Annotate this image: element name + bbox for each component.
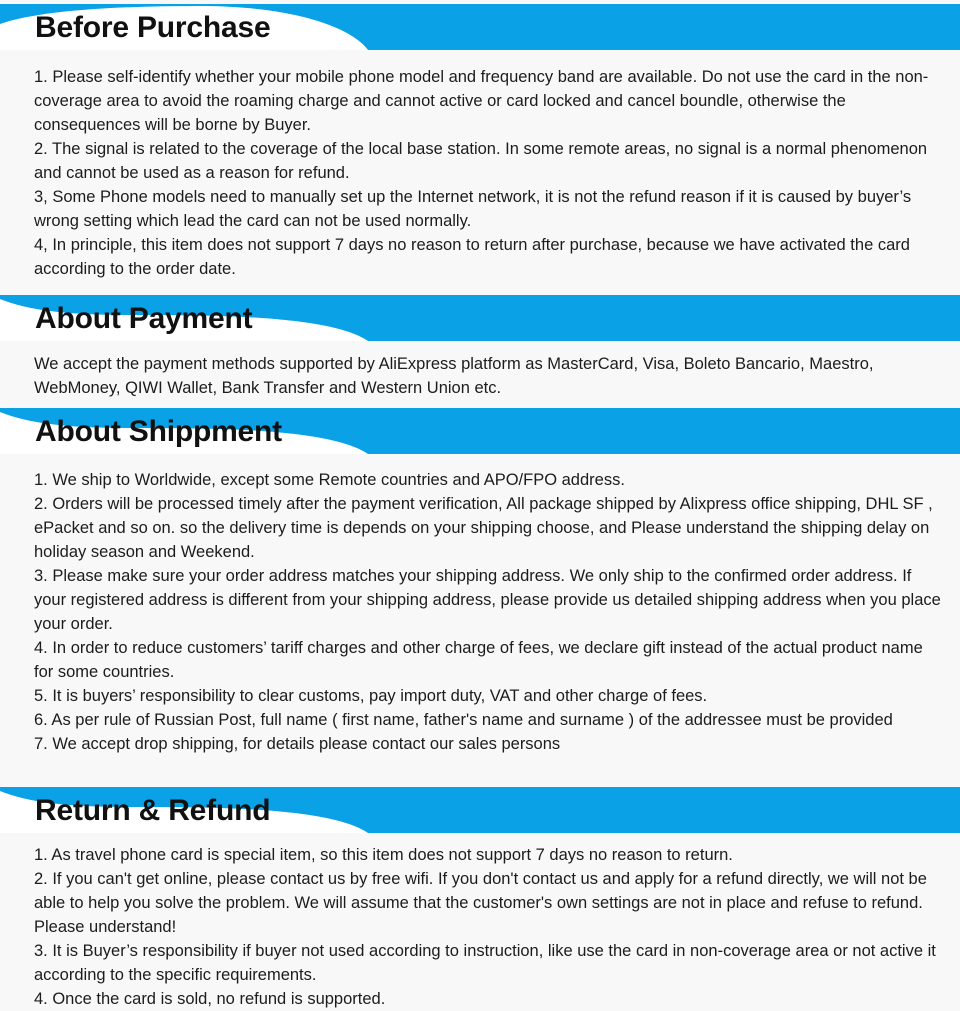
paragraph: 4. Once the card is sold, no refund is supported. [34, 990, 386, 1008]
paragraph: We accept the payment methods supported by AliExpress platform as MasterCard, Visa, Boleto Bancario, Maestro, WebMoney, QIWI Wallet, Bank Transfer and Western Union etc. [34, 355, 874, 397]
paragraph: 2. The signal is related to the coverage of the local base station. In some remote areas, no signal is a normal phenomenon and cannot be used as a reason for refund. [34, 140, 928, 182]
section-body-about-shippment [34, 468, 944, 756]
paragraph: 1. As travel phone card is special item, so this item does not support 7 days no reason to return. [34, 846, 733, 864]
paragraph: 7. We accept drop shipping, for details please contact our sales persons [34, 735, 561, 753]
section-header-about-payment [0, 295, 960, 341]
section-header-before-purchase [0, 4, 960, 50]
section-title: Before Purchase [35, 11, 271, 44]
section-header-return-refund [0, 787, 960, 833]
section-body-about-payment [34, 352, 944, 400]
paragraph: 2. Orders will be processed timely after the payment verification, All package shipped by Alixpress office shipping, DHL SF , ePacket and so on. so the delivery time is depends on your shipping choose, and Please understand the shipping delay on holiday season and Weekend. [34, 495, 933, 561]
section-title: About Shippment [35, 415, 282, 448]
section-title: About Payment [35, 302, 253, 335]
paragraph: 2. If you can't get online, please contact us by free wifi. If you don't contact us and apply for a refund directly, we will not be able to help you solve the problem. We will assume that the customer's own settings are not in place and refuse to refund. Please understand! [34, 870, 927, 936]
paragraph: 3. Please make sure your order address matches your shipping address. We only ship to the confirmed order address. If your registered address is different from your shipping address, please provide us detailed shipping address when you place your order. [34, 567, 941, 633]
paragraph: 6. As per rule of Russian Post, full name ( first name, father's name and surname ) of the addressee must be provided [34, 711, 893, 729]
paragraph: 1. Please self-identify whether your mobile phone model and frequency band are available. Do not use the card in the non-coverage area to avoid the roaming charge and cannot active or card locked and cancel boundle, otherwise the consequences will be borne by Buyer. [34, 68, 929, 134]
section-header-about-shippment [0, 408, 960, 454]
section-body-before-purchase [34, 65, 944, 281]
paragraph: 5. It is buyers’ responsibility to clear customs, pay import duty, VAT and other charge of fees. [34, 687, 708, 705]
section-title: Return & Refund [35, 794, 271, 827]
paragraph: 1. We ship to Worldwide, except some Remote countries and APO/FPO address. [34, 471, 625, 489]
paragraph: 3, Some Phone models need to manually set up the Internet network, it is not the refund reason if it is caused by buyer’s wrong setting which lead the card can not be used normally. [34, 188, 912, 230]
paragraph: 3. It is Buyer’s responsibility if buyer not used according to instruction, like use the card in non-coverage area or not active it according to the specific requirements. [34, 942, 936, 984]
paragraph: 4. In order to reduce customers’ tariff charges and other charge of fees, we declare gift instead of the actual product name for some countries. [34, 639, 923, 681]
paragraph: 4, In principle, this item does not support 7 days no reason to return after purchase, because we have activated the card according to the order date. [34, 236, 910, 278]
section-body-return-refund [34, 843, 944, 1011]
